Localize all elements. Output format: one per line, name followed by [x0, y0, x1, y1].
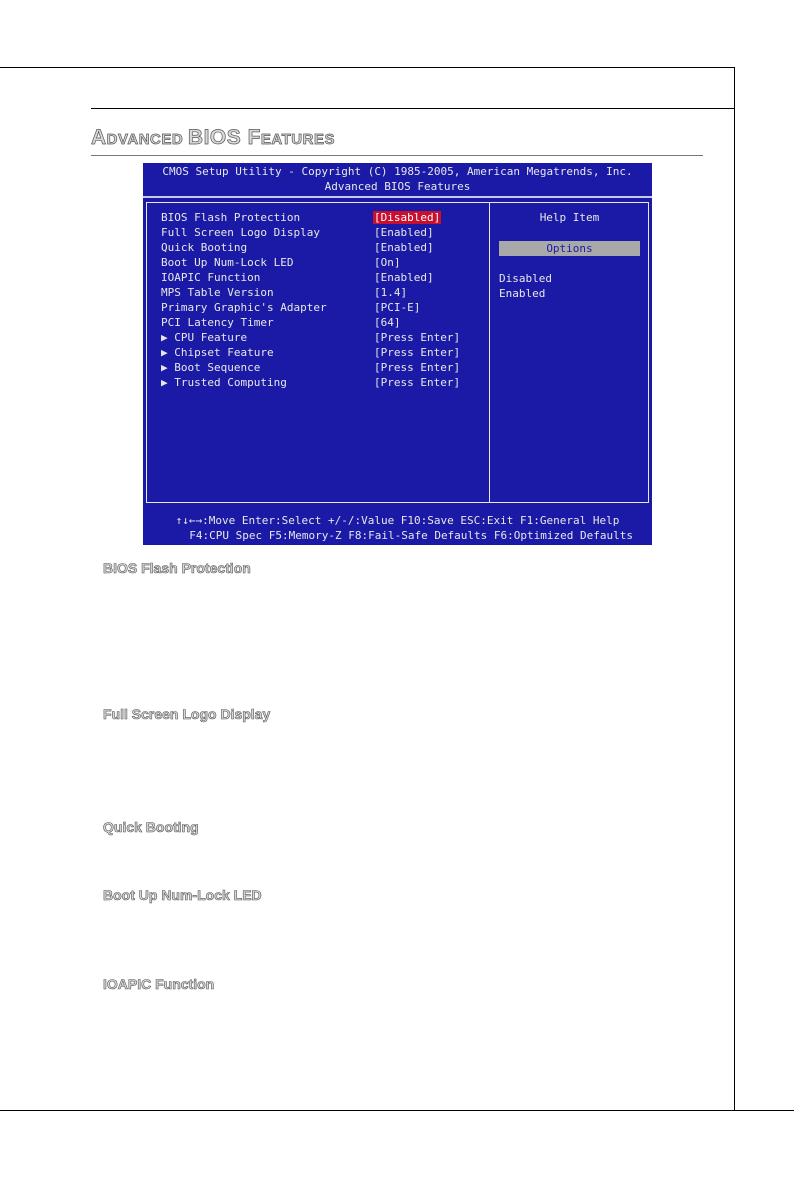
bios-item-value[interactable]: [On]: [374, 256, 401, 269]
title-part-1-big: A: [91, 126, 107, 149]
bios-item-mps-table[interactable]: [161, 286, 481, 301]
bios-header-page: Advanced BIOS Features: [324, 180, 471, 193]
page-title: [91, 126, 335, 150]
bios-item-label: ▶ Chipset Feature: [161, 346, 274, 359]
option-enabled[interactable]: Enabled: [499, 287, 546, 300]
bios-item-trusted-computing[interactable]: [161, 376, 481, 391]
bios-item-full-screen-logo[interactable]: [161, 226, 481, 241]
bios-header-copyright: CMOS Setup Utility - Copyright (C) 1985-2005, American Megatrends, Inc.: [162, 165, 633, 178]
bios-item-quick-booting[interactable]: [161, 241, 481, 256]
bios-item-value[interactable]: [Enabled]: [374, 226, 434, 239]
title-part-3-big: F: [247, 126, 261, 149]
bios-item-label: Full Screen Logo Display: [161, 226, 320, 239]
bios-item-value[interactable]: [64]: [374, 316, 401, 329]
bios-item-value[interactable]: [Enabled]: [374, 241, 434, 254]
page-side-rule: [734, 67, 735, 1110]
section-heading-ioapic: IOAPIC Function: [103, 976, 215, 992]
bios-screenshot: [143, 163, 652, 545]
title-underline: [91, 155, 703, 156]
page-top-rule: [0, 67, 735, 68]
section-heading-quick-booting: Quick Booting: [103, 819, 199, 835]
bios-help-divider: [489, 202, 490, 503]
bios-item-value[interactable]: [Press Enter]: [374, 331, 461, 344]
options-bar: Options: [499, 241, 640, 256]
bios-item-primary-graphics[interactable]: [161, 301, 481, 316]
bios-item-label: Boot Up Num-Lock LED: [161, 256, 294, 269]
bios-item-value[interactable]: [Press Enter]: [374, 361, 461, 374]
bios-item-value[interactable]: [PCI-E]: [374, 301, 421, 314]
bios-header-separator: [143, 196, 652, 198]
section-heading-num-lock: Boot Up Num-Lock LED: [103, 887, 262, 903]
bios-item-label: BIOS Flash Protection: [161, 211, 301, 224]
bios-item-value[interactable]: [1.4]: [374, 286, 408, 299]
bios-item-label: ▶ Trusted Computing: [161, 376, 287, 389]
bios-item-label: PCI Latency Timer: [161, 316, 274, 329]
bios-item-bios-flash-protection[interactable]: [161, 211, 481, 226]
bios-item-boot-sequence[interactable]: [161, 361, 481, 376]
title-part-2-big: BIOS: [187, 126, 248, 149]
bios-item-label: ▶ Boot Sequence: [161, 361, 261, 374]
bios-item-num-lock[interactable]: [161, 256, 481, 271]
title-part-3-small: EATURES: [260, 131, 335, 148]
bios-item-value[interactable]: [Press Enter]: [374, 376, 461, 389]
help-item-title: Help Item: [539, 211, 600, 224]
section-heading-bios-flash-protection: BIOS Flash Protection: [103, 560, 251, 576]
bios-item-value[interactable]: [Enabled]: [374, 271, 434, 284]
bios-footer-keys-2: F4:CPU Spec F5:Memory-Z F8:Fail-Safe Defaults F6:Optimized Defaults: [189, 529, 633, 542]
bios-footer-keys-1: ↑↓←→:Move Enter:Select +/-/:Value F10:Save ESC:Exit F1:General Help: [175, 514, 620, 527]
option-disabled[interactable]: Disabled: [499, 272, 552, 285]
bios-item-value[interactable]: [Press Enter]: [374, 346, 461, 359]
page-bottom-rule: [0, 1110, 794, 1111]
bios-item-pci-latency[interactable]: [161, 316, 481, 331]
bios-item-cpu-feature[interactable]: [161, 331, 481, 346]
bios-item-value-selected[interactable]: [Disabled]: [374, 211, 441, 224]
header-rule: [91, 108, 735, 109]
bios-item-ioapic[interactable]: [161, 271, 481, 286]
bios-item-label: Primary Graphic's Adapter: [161, 301, 327, 314]
bios-item-chipset-feature[interactable]: [161, 346, 481, 361]
bios-item-label: IOAPIC Function: [161, 271, 261, 284]
bios-item-label: Quick Booting: [161, 241, 248, 254]
bios-item-label: MPS Table Version: [161, 286, 274, 299]
title-part-1-small: DVANCED: [106, 131, 188, 148]
bios-item-label: ▶ CPU Feature: [161, 331, 248, 344]
section-heading-full-screen-logo: Full Screen Logo Display: [103, 706, 271, 722]
